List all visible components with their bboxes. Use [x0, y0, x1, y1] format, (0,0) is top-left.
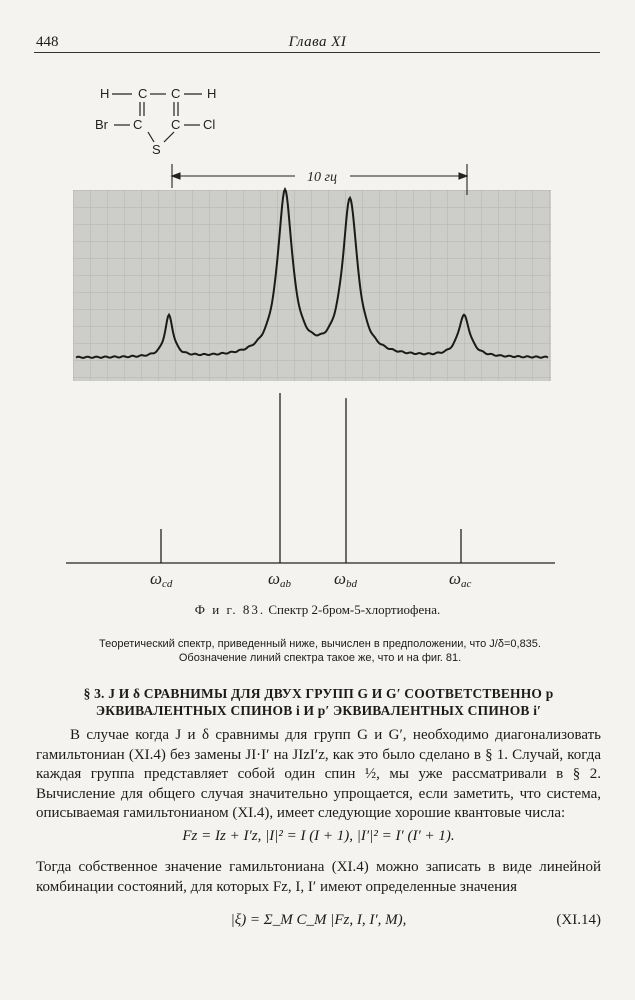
scale-bar-label: 10 гц — [307, 170, 337, 185]
atom-c2: C — [171, 86, 181, 101]
atom-cl: Cl — [203, 117, 216, 132]
label-omega-ab: ωab — [268, 569, 292, 590]
atom-c1: C — [138, 86, 148, 101]
atom-h-left: H — [100, 86, 110, 101]
equation-quantum-numbers: Fz = Iz + I′z, |I|² = I (I + 1), |I′|² = I′ (I′ + 1). — [182, 828, 455, 844]
figure-note — [50, 637, 590, 665]
section-heading-line2: ЭКВИВАЛЕНТНЫХ СПИНОВ i И p′ ЭКВИВАЛЕНТНЫХ СПИНОВ i′ — [95, 703, 542, 718]
figure-label: Ф и г. 83. — [194, 602, 266, 617]
equation-xi-14-formula: |ξ) = Σ_M C_M |Fz, I, I′, M), — [230, 912, 407, 928]
molecule-diagram — [80, 78, 240, 158]
paragraph-1: В случае когда J и δ сравнимы для групп G и G′, необходимо диагонализовать гамильтониан (XI.4) без замены JI·I′ на JIzI′z, как это было сделано в § 1. Случай, когда каждая группа представляет собой один спин ½, мы уже рассматривали в § 2. Вычисление для общего случая значительно упрощается, если заметить, что система, описываемая гамильтонианом (XI.4), имеет следующие хорошие квантовые числа: — [36, 727, 601, 821]
label-omega-bd: ωbd — [334, 569, 358, 590]
section-heading-line1: § 3. J И δ СРАВНИМЫ ДЛЯ ДВУХ ГРУПП G И G′ СООТВЕТСТВЕННО p — [83, 686, 554, 701]
atom-s: S — [152, 142, 161, 157]
chapter-title: Глава XI — [288, 34, 347, 50]
figure-title: Спектр 2-бром-5-хлортиофена. — [268, 602, 441, 617]
atom-br: Br — [95, 117, 108, 132]
atom-h-right: H — [207, 86, 217, 101]
section-heading — [36, 685, 601, 719]
header-rule — [34, 52, 600, 53]
equation-number: (XI.14) — [556, 912, 601, 928]
label-omega-ac: ωac — [449, 569, 472, 590]
molecule-bonds — [112, 94, 202, 142]
figure-note-line2: Обозначение линий спектра такое же, что и на фиг. 81. — [178, 652, 462, 664]
paragraph-2: Тогда собственное значение гамильтониана (XI.4) можно записать в виде линейной комбинации состояний, для которых Fz, I, I′ имеют определенные значения — [36, 859, 601, 895]
chart-grid — [73, 190, 551, 381]
figure-caption — [0, 602, 635, 618]
page-number: 448 — [36, 34, 59, 50]
label-omega-cd: ωcd — [150, 569, 173, 590]
figure-note-line1: Теоретический спектр, приведенный ниже, вычислен в предположении, что J/δ=0,835. — [99, 638, 541, 650]
spectrum-figure — [0, 155, 635, 595]
atom-c4: C — [171, 117, 181, 132]
atom-c3: C — [133, 117, 143, 132]
